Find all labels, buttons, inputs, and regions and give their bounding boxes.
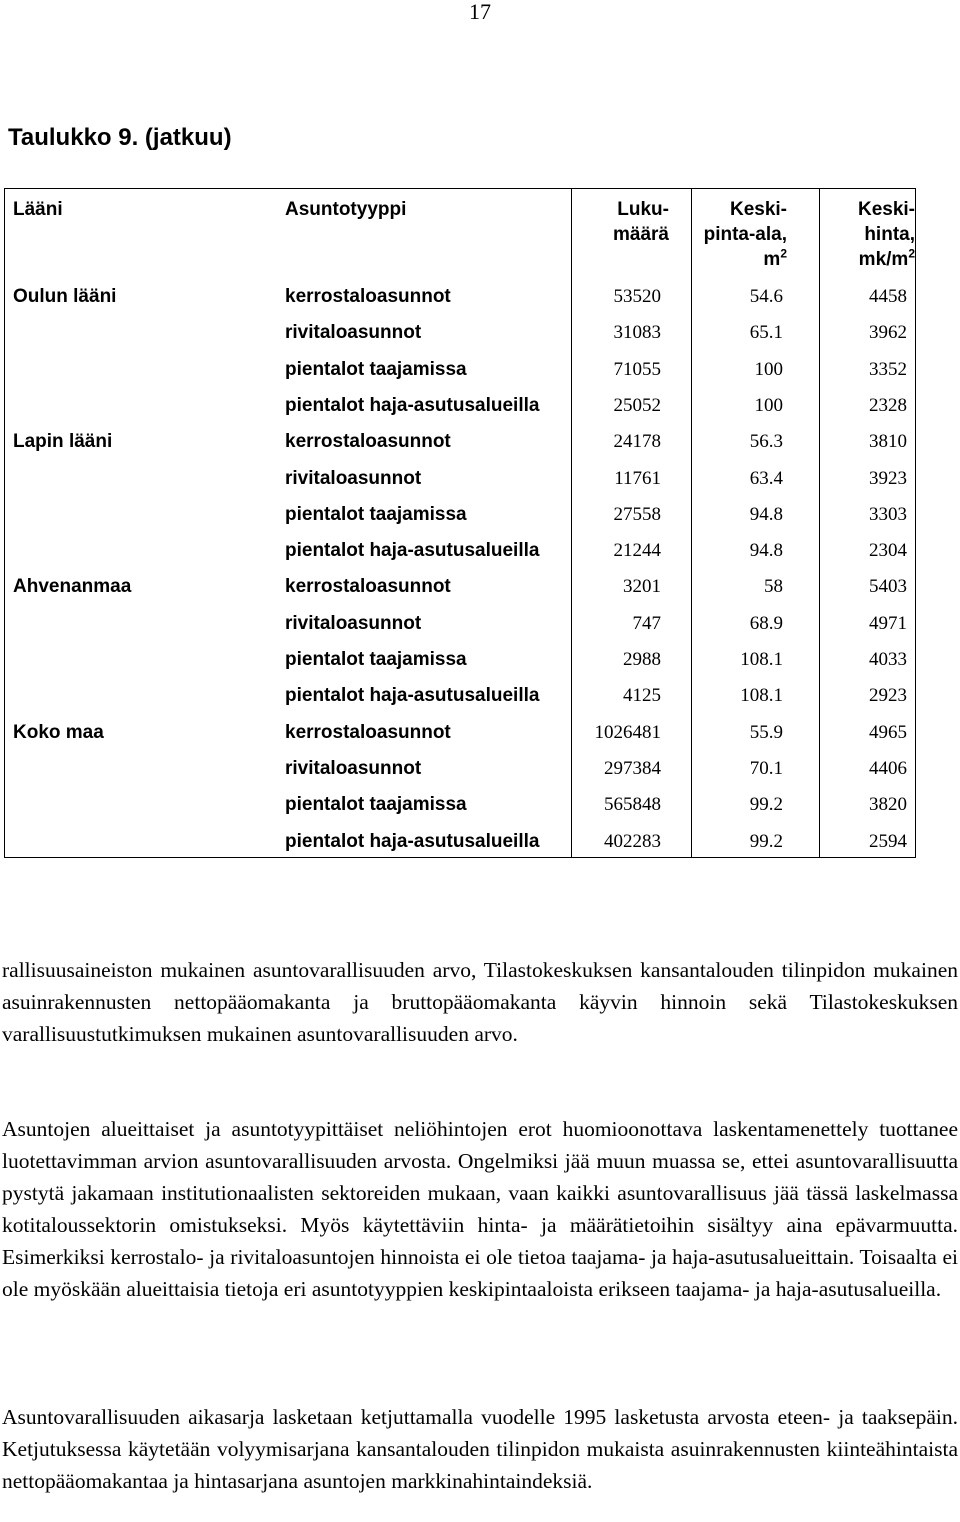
table-row xyxy=(5,678,915,714)
area-cell: 99.2 xyxy=(749,830,783,852)
price-cell: 3810 xyxy=(869,431,907,453)
table-row xyxy=(5,824,915,860)
count-cell: 27558 xyxy=(613,503,661,525)
table-row xyxy=(5,715,915,751)
count-cell: 1026481 xyxy=(594,721,661,743)
header-count: Luku- määrä xyxy=(613,199,669,245)
count-cell: 3201 xyxy=(623,576,661,598)
area-cell: 55.9 xyxy=(749,721,783,743)
count-cell: 25052 xyxy=(613,394,661,416)
area-cell: 65.1 xyxy=(749,322,783,344)
paragraph: Asuntojen alueittaiset ja asuntotyypittäiset neliöhintojen erot huomioonottava laskentamenettely tuottanee luotettavimman arvion asuntovarallisuuden arvosta. Ongelmiksi jää muun muassa se, ettei asuntovarallisuutta pystytä jakamaan institutionaalisten sektoreiden mukaan, vaan kaikki asuntovarallisuus jää tässä laskelmassa kotitaloussektorin omistukseksi. Myös käytettäviin hinta- ja määrätietoihin sisältyy aina epävarmuutta. Esimerkiksi kerrostalo- ja rivitaloasuntojen hinnoista ei ole tietoa taajama- ja haja-asutusalueittain. Toisaalta ei ole myöskään alueittaisia tietoja eri asuntotyyppien keskipintaaloista erikseen taajama- ja haja-asutusalueilla. xyxy=(2,1117,958,1301)
table-row xyxy=(5,533,915,569)
count-cell: 565848 xyxy=(604,794,661,816)
header-type: Asuntotyyppi xyxy=(285,199,407,220)
area-cell: 58 xyxy=(764,576,783,598)
type-cell: pientalot taajamissa xyxy=(285,649,467,670)
price-cell: 3303 xyxy=(869,503,907,525)
area-cell: 68.9 xyxy=(749,612,783,634)
type-cell: rivitaloasunnot xyxy=(285,467,422,489)
table-row xyxy=(5,279,915,315)
type-cell: pientalot haja-asutusalueilla xyxy=(285,830,540,852)
area-cell: 99.2 xyxy=(749,794,783,816)
area-cell: 100 xyxy=(754,394,783,416)
table-row xyxy=(5,461,915,497)
price-cell: 4033 xyxy=(869,649,907,670)
type-cell: pientalot taajamissa xyxy=(285,358,467,380)
price-cell: 2923 xyxy=(869,685,907,707)
region-cell: Koko maa xyxy=(13,721,104,743)
paragraph: rallisuusaineiston mukainen asuntovarallisuuden arvo, Tilastokeskuksen kansantalouden tilinpidon mukainen asuinrakennusten nettopääomakanta ja bruttopääomakanta käyvin hinnoin sekä Tilastokeskuksen varallisuustutkimuksen mukainen asuntovarallisuuden arvo. xyxy=(2,958,958,1046)
price-cell: 2304 xyxy=(869,540,907,562)
type-cell: kerrostaloasunnot xyxy=(285,286,451,307)
type-cell: pientalot taajamissa xyxy=(285,794,467,816)
table-row xyxy=(5,388,915,424)
type-cell: rivitaloasunnot xyxy=(285,612,422,634)
table-row xyxy=(5,606,915,642)
type-cell: kerrostaloasunnot xyxy=(285,721,451,743)
count-cell: 24178 xyxy=(613,431,661,453)
area-cell: 63.4 xyxy=(749,467,783,489)
price-cell: 4965 xyxy=(869,721,907,743)
table-caption: Taulukko 9. (jatkuu) xyxy=(8,124,232,151)
count-cell: 21244 xyxy=(613,540,661,562)
count-cell: 297384 xyxy=(604,757,661,779)
price-cell: 3352 xyxy=(869,358,907,380)
price-cell: 3962 xyxy=(869,322,907,344)
count-cell: 747 xyxy=(632,612,661,634)
header-area: Keski- pinta-ala, $m^2$ xyxy=(703,199,787,270)
type-cell: rivitaloasunnot xyxy=(285,322,422,344)
count-cell: 71055 xyxy=(613,358,661,380)
count-cell: 11761 xyxy=(614,467,661,489)
page-number: 17 xyxy=(469,0,491,24)
housing-price-table xyxy=(4,188,916,858)
count-cell: 53520 xyxy=(613,286,661,307)
type-cell: pientalot haja-asutusalueilla xyxy=(285,685,540,707)
header-region: Lääni xyxy=(13,199,63,220)
region-cell: Ahvenanmaa xyxy=(13,576,132,598)
area-cell: 70.1 xyxy=(749,757,783,779)
price-cell: 2594 xyxy=(869,830,907,852)
table-row xyxy=(5,751,915,787)
area-cell: 108.1 xyxy=(740,685,783,707)
table-row xyxy=(5,569,915,605)
price-cell: 5403 xyxy=(869,576,907,598)
price-cell: 3923 xyxy=(869,467,907,489)
price-cell: 3820 xyxy=(869,794,907,816)
table-row xyxy=(5,497,915,533)
area-cell: 56.3 xyxy=(749,431,783,453)
area-cell: 94.8 xyxy=(749,503,783,525)
type-cell: pientalot haja-asutusalueilla xyxy=(285,540,540,562)
count-cell: 402283 xyxy=(604,830,661,852)
table-row xyxy=(5,642,915,678)
type-cell: rivitaloasunnot xyxy=(285,757,422,779)
paragraph: Asuntovarallisuuden aikasarja lasketaan ketjuttamalla vuodelle 1995 lasketusta arvosta eteen- ja taaksepäin. Ketjutuksessa käytetään volyymisarjana kansantalouden tilinpidon mukaista asuinrakennusten kiinteähintaista nettopääomakantaa ja hintasarjana asuntojen markkinahintaindeksiä. xyxy=(2,1405,958,1493)
table-row xyxy=(5,424,915,460)
count-cell: 31083 xyxy=(613,322,661,344)
type-cell: kerrostaloasunnot xyxy=(285,576,451,598)
type-cell: pientalot haja-asutusalueilla xyxy=(285,394,540,416)
price-cell: 2328 xyxy=(869,394,907,416)
type-cell: kerrostaloasunnot xyxy=(285,431,451,453)
count-cell: 2988 xyxy=(623,649,661,670)
area-cell: 100 xyxy=(754,358,783,380)
table-row xyxy=(5,315,915,351)
area-cell: 108.1 xyxy=(740,649,783,670)
price-cell: 4458 xyxy=(869,286,907,307)
area-cell: 94.8 xyxy=(749,540,783,562)
region-cell: Oulun lääni xyxy=(13,286,117,307)
area-cell: 54.6 xyxy=(749,286,783,307)
table-row xyxy=(5,352,915,388)
region-cell: Lapin lääni xyxy=(13,431,113,453)
header-price: Keski- hinta, $mk/m^2$ xyxy=(857,199,915,270)
table-row xyxy=(5,787,915,823)
count-cell: 4125 xyxy=(623,685,661,707)
price-cell: 4406 xyxy=(869,757,907,779)
type-cell: pientalot taajamissa xyxy=(285,503,467,525)
price-cell: 4971 xyxy=(869,612,907,634)
